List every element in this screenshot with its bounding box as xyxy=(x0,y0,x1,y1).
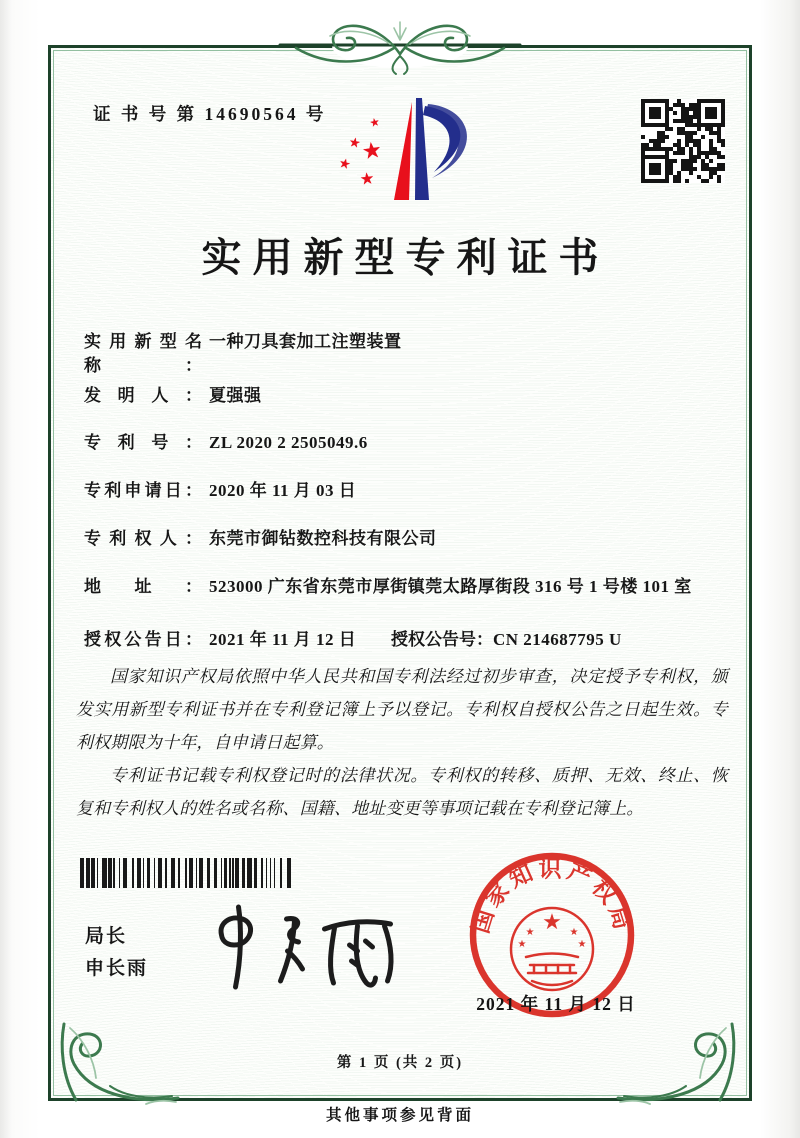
field-label: 专利号： xyxy=(84,433,202,452)
svg-text:★: ★ xyxy=(577,939,587,950)
field-value: 东莞市御钻数控科技有限公司 xyxy=(209,529,437,548)
field-label: 授权公告号： xyxy=(391,630,493,649)
field-value: ZL 2020 2 2505049.6 xyxy=(209,433,368,452)
legal-body-text xyxy=(76,660,728,825)
seal-date: 2021 年 11 月 12 日 xyxy=(476,994,636,1014)
legal-paragraph-1: 国家知识产权局依照中华人民共和国专利法经过初步审查，决定授予专利权，颁发实用新型专利证书并在专利登记簿上予以登记。专利权自授权公告之日起生效。专利权期限为十年，自申请日起算。 xyxy=(76,667,728,752)
seal-text: 国家知识产权局 xyxy=(468,856,636,937)
field-label: 地址： xyxy=(84,577,202,596)
qr-code xyxy=(641,99,725,183)
logo-star-icon: ★ xyxy=(337,154,353,173)
field-value: CN 214687795 U xyxy=(493,630,622,649)
certificate-number: 证 书 号 第 14690564 号 xyxy=(93,104,327,124)
officer-title: 局长 xyxy=(85,926,128,947)
top-flourish-ornament xyxy=(278,14,522,76)
officer-name: 申长雨 xyxy=(85,958,149,979)
back-side-note: 其他事项参见背面 xyxy=(325,1107,474,1124)
field-row-grant xyxy=(84,628,744,652)
field-label: 专利申请日： xyxy=(84,481,202,500)
field-row-filing-date xyxy=(84,479,744,503)
field-value: 一种刀具套加工注塑装置 xyxy=(209,332,402,351)
svg-text:★: ★ xyxy=(542,909,562,934)
field-row-patentee xyxy=(84,527,744,551)
field-label: 专利权人： xyxy=(84,529,202,548)
field-row-address xyxy=(84,575,744,599)
svg-text:★: ★ xyxy=(517,939,527,950)
field-row-inventor xyxy=(84,384,744,408)
cnipa-logo xyxy=(384,96,488,206)
field-label: 实用新型名称： xyxy=(84,332,202,375)
certificate-title: 实用新型专利证书 xyxy=(201,235,610,280)
logo-star-icon: ★ xyxy=(359,170,376,189)
field-value: 523000 广东省东莞市厚街镇莞太路厚街段 316 号 1 号楼 101 室 xyxy=(209,577,692,596)
svg-text:★: ★ xyxy=(525,927,535,938)
field-row-patent-no xyxy=(84,431,744,455)
field-value: 2020 年 11 月 03 日 xyxy=(209,481,357,500)
page-indicator: 第 1 页 (共 2 页) xyxy=(336,1055,464,1071)
field-label: 发明人： xyxy=(84,386,202,405)
field-label: 授权公告日： xyxy=(84,630,202,649)
field-grant-no xyxy=(391,628,622,652)
field-row-name xyxy=(84,330,744,378)
legal-paragraph-2: 专利证书记载专利权登记时的法律状况。专利权的转移、质押、无效、终止、恢复和专利权人的姓名或名称、国籍、地址变更等事项记载在专利登记簿上。 xyxy=(76,766,728,818)
logo-star-icon: ★ xyxy=(368,116,381,130)
svg-text:★: ★ xyxy=(569,927,579,938)
barcode xyxy=(80,858,291,888)
logo-star-icon: ★ xyxy=(347,134,362,151)
national-emblem-icon xyxy=(511,908,593,990)
field-value: 2021 年 11 月 12 日 xyxy=(209,630,357,649)
signature xyxy=(192,893,407,1003)
logo-star-icon: ★ xyxy=(360,136,384,165)
field-value: 夏强强 xyxy=(209,386,262,405)
